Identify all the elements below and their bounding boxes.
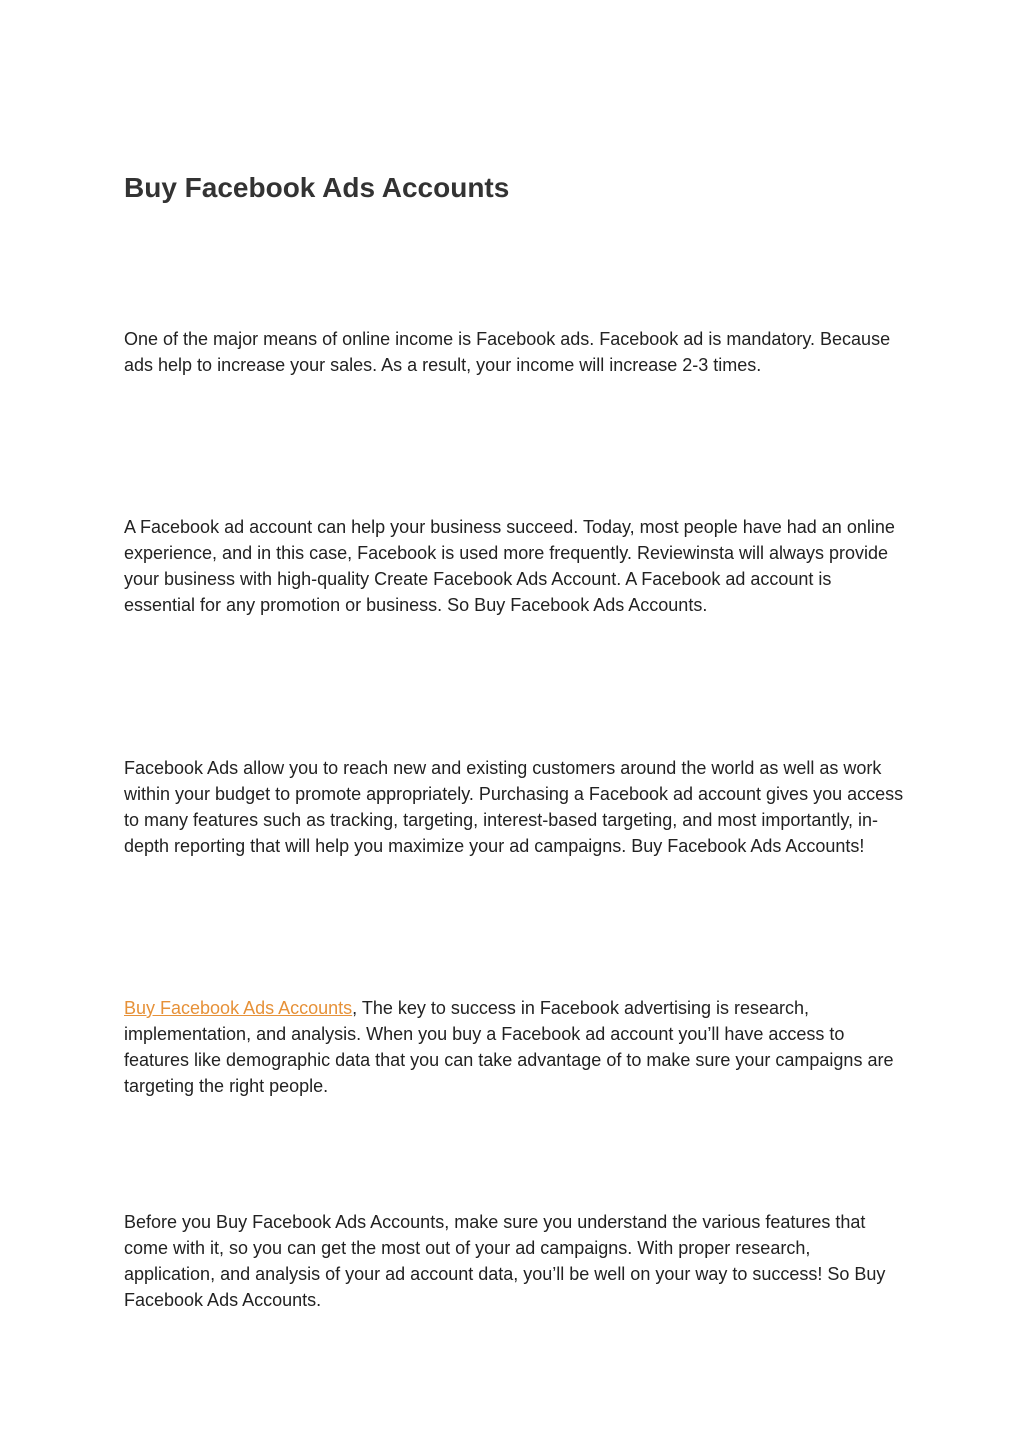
paragraph-business: A Facebook ad account can help your business succeed. Today, most people have had an online experience, and in this case, Facebook is used more frequently. Reviewinsta will always provide your business with high-quality Create Facebook Ads Account. A Facebook ad account is essential for any promotion or business. So Buy Facebook Ads Accounts. bbox=[124, 517, 895, 615]
paragraph-key-to-success bbox=[124, 995, 904, 1099]
paragraph-features: Facebook Ads allow you to reach new and existing customers around the world as well as work within your budget to promote appropriately. Purchasing a Facebook ad account gives you access to many features such as tracking, targeting, interest-based targeting, and most importantly, in-depth reporting that will help you maximize your ad campaigns. Buy Facebook Ads Accounts! bbox=[124, 758, 904, 856]
page-title: Buy Facebook Ads Accounts bbox=[124, 172, 510, 203]
paragraph-before-you-buy: Before you Buy Facebook Ads Accounts, make sure you understand the various features that come with it, so you can get the most out of your ad campaigns. With proper research, application, and analysis of your ad account data, you’ll be well on your way to success! So Buy Facebook Ads Accounts. bbox=[124, 1212, 886, 1310]
buy-facebook-ads-accounts-link[interactable]: Buy Facebook Ads Accounts bbox=[124, 998, 353, 1018]
paragraph-income: One of the major means of online income is Facebook ads. Facebook ad is mandatory. Because ads help to increase your sales. As a result, your income will increase 2-3 times. bbox=[124, 329, 891, 375]
paragraph-key-to-success-text: , The key to success in Facebook advertising is research, implementation, and analysis. When you buy a Facebook ad account you’ll have access to features like demographic data that you can take advantage of to make sure your campaigns are targeting the right people. bbox=[124, 998, 894, 1096]
